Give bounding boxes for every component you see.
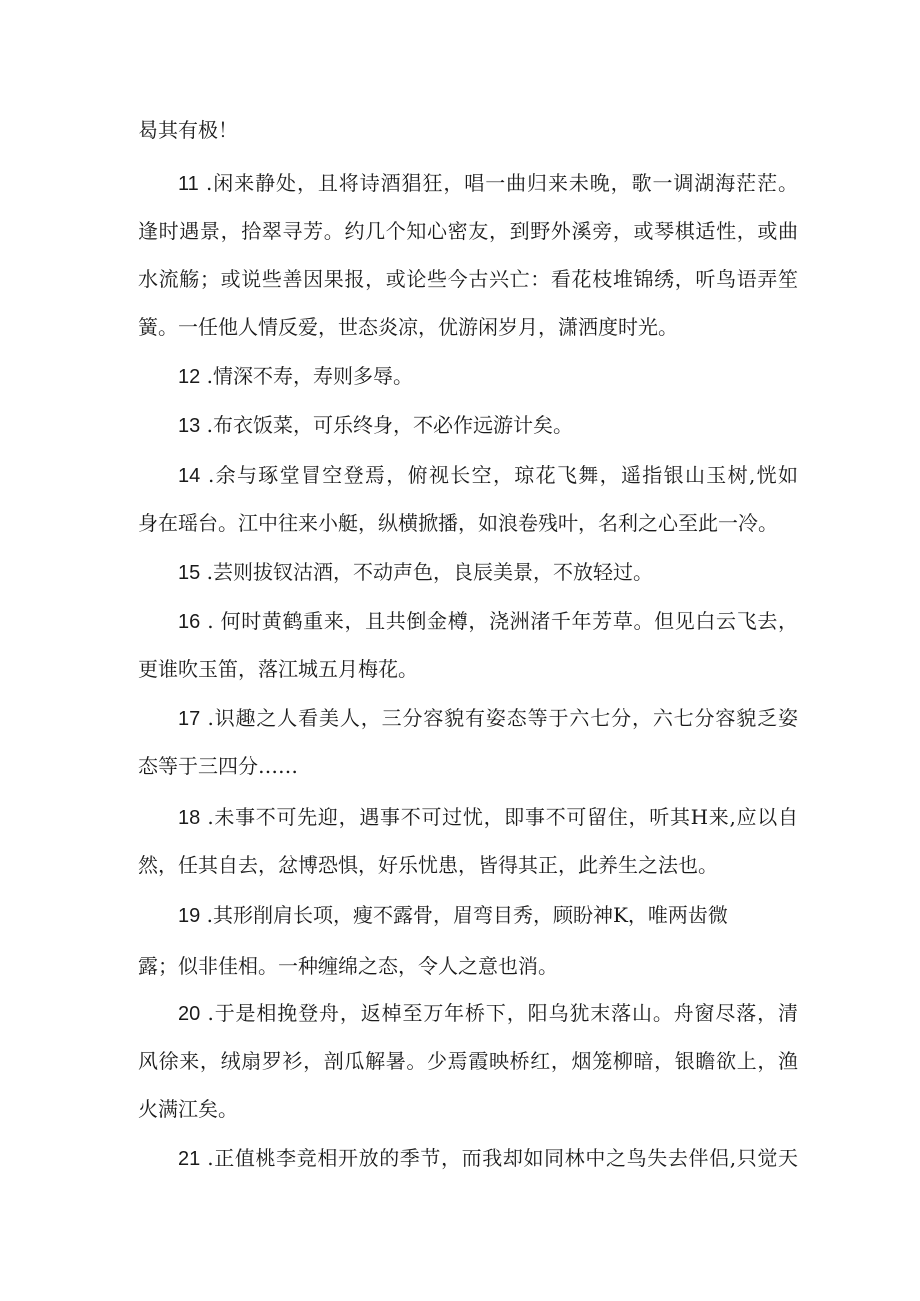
line-text: 露；似非佳相。一种缠绵之态，令人之意也消。	[138, 954, 558, 978]
item-number: 11	[178, 173, 199, 195]
text-line	[138, 110, 798, 150]
item-11-line	[178, 163, 798, 203]
line-text: .闲来静处，且将诗酒猖狂，唱一曲归来未晚，歌一调湖海茫茫。	[198, 171, 798, 195]
line-text: .布衣饭菜，可乐终身，不必作远游计矣。	[200, 413, 573, 437]
item-number: 20	[178, 1003, 201, 1025]
line-text: 簧。一任他人情反爱，世态炎凉，优游闲岁月，潇洒度时光。	[138, 315, 678, 339]
line-text: 态等于三四分……	[138, 754, 298, 778]
text-line	[138, 1041, 798, 1081]
item-13-line	[178, 405, 838, 445]
line-text: .于是相挽登舟，返棹至万年桥下，阳乌犹末落山。舟窗尽落，清	[200, 1001, 798, 1025]
line-text: .正值桃李竞相开放的季节，而我却如同林中之鸟失去伴侣,只觉天	[200, 1146, 798, 1170]
line-text: .识趣之人看美人，三分容貌有姿态等于六七分，六七分容貌乏姿	[200, 706, 798, 730]
line-text: 火满江矣。	[138, 1097, 238, 1121]
text-line	[138, 307, 798, 347]
line-text: 风徐来，绒扇罗衫，剖瓜解暑。少焉霞映桥红，烟笼柳暗，银瞻欲上，渔	[138, 1049, 798, 1073]
item-21-line	[178, 1138, 798, 1178]
line-text: 水流觞；或说些善因果报，或论些今古兴亡：看花枝堆锦绣，听鸟语弄笙	[138, 267, 798, 291]
text-line	[138, 845, 798, 885]
item-14-line	[178, 455, 798, 495]
line-text: 曷其有极！	[138, 118, 238, 142]
line-text: .余与琢堂冒空登焉，俯视长空，琼花飞舞，遥指银山玉树,恍如	[200, 463, 798, 487]
item-number: 18	[178, 807, 201, 829]
line-text: .芸则拔钗沽酒，不动声色，良辰美景，不放轻过。	[200, 560, 653, 584]
line-text: .其形削肩长项，瘦不露骨，眉弯目秀，顾盼神K，唯两齿微	[200, 903, 728, 927]
item-number: 14	[178, 465, 201, 487]
item-20-line	[178, 993, 798, 1033]
text-line	[138, 211, 798, 251]
item-number: 15	[178, 562, 201, 584]
item-19-line	[178, 895, 798, 935]
text-line	[138, 649, 798, 689]
item-18-line	[178, 797, 798, 837]
item-12-line	[178, 356, 838, 396]
item-16-line	[178, 601, 798, 641]
line-text: .情深不寿，寿则多辱。	[200, 364, 413, 388]
line-text: 身在瑶台。江中往来小艇，纵横掀播，如浪卷残叶，名利之心至此一冷。	[138, 511, 778, 535]
item-number: 21	[178, 1148, 201, 1170]
text-line	[138, 946, 798, 986]
item-17-line	[178, 698, 798, 738]
text-line	[138, 503, 798, 543]
item-number: 13	[178, 415, 201, 437]
item-number: 16	[178, 611, 201, 633]
line-text: 逢时遇景，拾翠寻芳。约几个知心密友，到野外溪旁，或琴棋适性，或曲	[138, 219, 798, 243]
text-line	[138, 1089, 798, 1129]
line-text: 然，任其自去，忿博恐惧，好乐忧患，皆得其正，此养生之法也。	[138, 853, 718, 877]
line-text: . 何时黄鹤重来，且共倒金樽，浇洲渚千年芳草。但见白云飞去，	[200, 609, 798, 633]
item-number: 19	[178, 905, 201, 927]
item-15-line	[178, 552, 838, 592]
text-line	[138, 746, 798, 786]
item-number: 17	[178, 708, 201, 730]
line-text: 更谁吹玉笛，落江城五月梅花。	[138, 657, 418, 681]
text-line	[138, 259, 798, 299]
line-text: .未事不可先迎，遇事不可过忧，即事不可留住，听其H来,应以自	[200, 805, 798, 829]
item-number: 12	[178, 366, 201, 388]
